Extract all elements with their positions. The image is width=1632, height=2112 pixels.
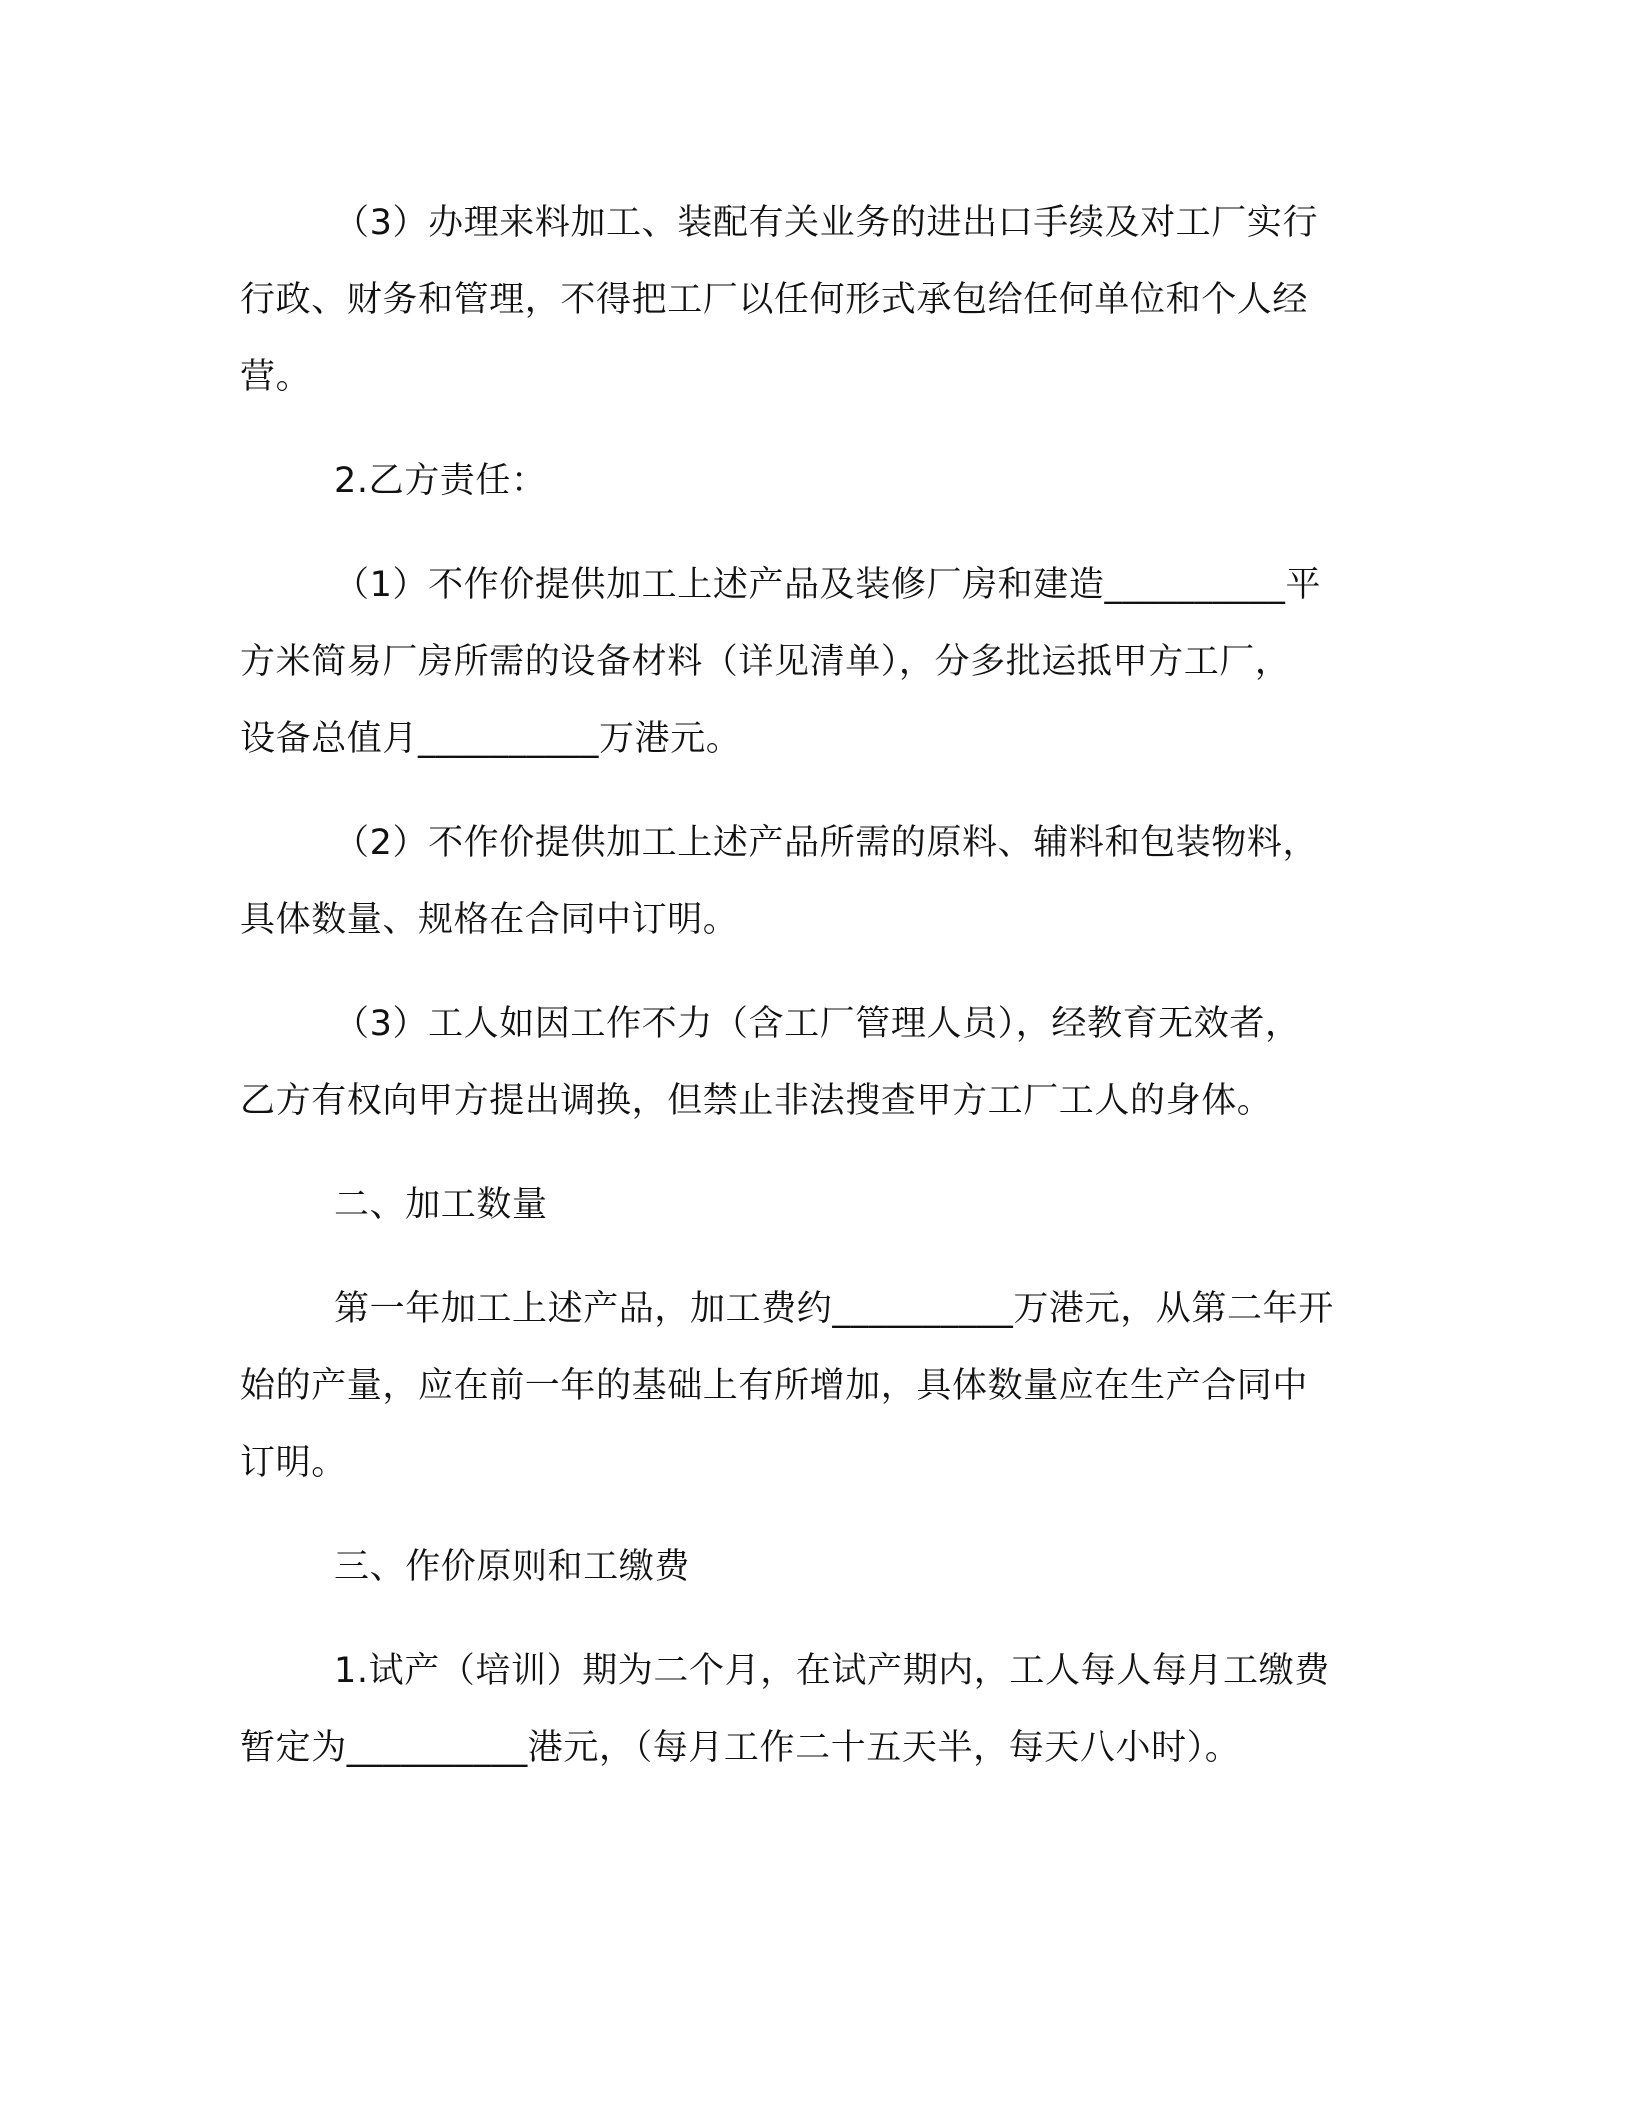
paragraph-trial-period (240, 1633, 1385, 1787)
text-line: 营。 (240, 357, 312, 397)
text-line: 乙方有权向甲方提出调换，但禁止非法搜查甲方工厂工人的身体。 (240, 1081, 1273, 1121)
text-line: 行政、财务和管理，不得把工厂以任何形式承包给任何单位和个人经 (240, 280, 1309, 320)
heading-party-b-duties (240, 443, 1385, 520)
text-line: 设备总值月__________万港元。 (240, 719, 742, 759)
heading-processing-quantity (240, 1167, 1385, 1244)
text-line: 二、加工数量 (334, 1185, 548, 1225)
text-line: 第一年加工上述产品，加工费约__________万港元，从第二年开 (334, 1289, 1334, 1329)
text-line: 订明。 (240, 1443, 347, 1483)
text-line: 方米简易厂房所需的设备材料（详见清单），分多批运抵甲方工厂， (240, 642, 1291, 682)
document-page (240, 185, 1385, 1814)
text-line: （3）办理来料加工、装配有关业务的进出口手续及对工厂实行 (334, 203, 1319, 243)
text-line: 暂定为__________港元，（每月工作二十五天半，每天八小时）。 (240, 1728, 1241, 1768)
text-line: 具体数量、规格在合同中订明。 (240, 900, 739, 940)
text-line: 1.试产（培训）期为二个月，在试产期内，工人每人每月工缴费 (334, 1651, 1330, 1691)
text-line: 始的产量，应在前一年的基础上有所增加，具体数量应在生产合同中 (240, 1366, 1309, 1406)
text-line: （1）不作价提供加工上述产品及装修厂房和建造__________平 (334, 565, 1322, 605)
heading-pricing-principles (240, 1529, 1385, 1606)
paragraph-party-a-duty-3 (240, 185, 1385, 416)
text-line: 2.乙方责任： (334, 461, 547, 501)
text-line: 三、作价原则和工缴费 (334, 1547, 691, 1587)
text-line: （2）不作价提供加工上述产品所需的原料、辅料和包装物料， (334, 823, 1319, 863)
paragraph-party-b-duty-1 (240, 547, 1385, 778)
paragraph-party-b-duty-3 (240, 986, 1385, 1140)
paragraph-party-b-duty-2 (240, 805, 1385, 959)
text-line: （3）工人如因工作不力（含工厂管理人员），经教育无效者， (334, 1004, 1301, 1044)
paragraph-processing-quantity (240, 1271, 1385, 1502)
